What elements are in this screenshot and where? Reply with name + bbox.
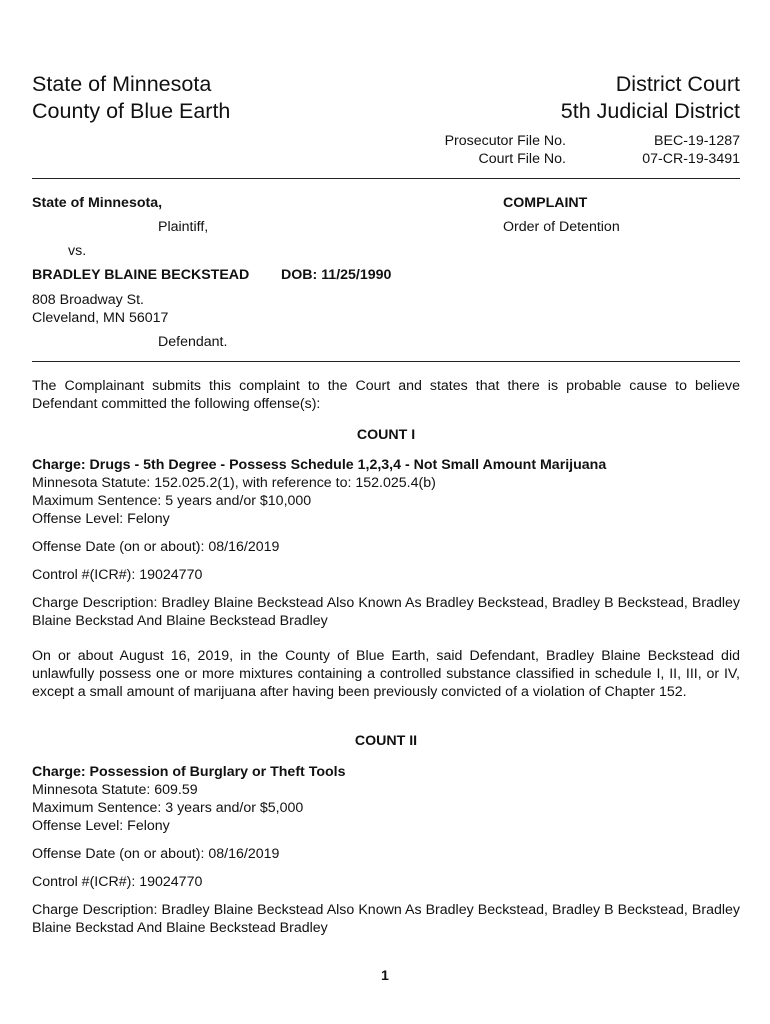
count-2-level: Offense Level: Felony <box>32 818 170 834</box>
count-1-title: COUNT I <box>356 427 416 443</box>
page-number: 1 <box>381 968 389 984</box>
count-1-statute: Minnesota Statute: 152.025.2(1), with reference to: 152.025.4(b) <box>32 475 436 491</box>
document-subtype: Order of Detention <box>503 219 620 235</box>
header-court: District Court <box>615 72 740 96</box>
header-county: County of Blue Earth <box>32 99 231 123</box>
count-1-level: Offense Level: Felony <box>32 511 170 527</box>
plaintiff-name: State of Minnesota, <box>32 195 163 211</box>
defendant-address-line2: Cleveland, MN 56017 <box>32 310 169 326</box>
count-1-narrative: On or about August 16, 2019, in the County of Blue Earth, said Defendant, Bradley Blaine Beckstead did unlawfully possess one or more mixtures containing a controlled substance classified in schedule I, II, III, or IV, except a small amount of marijuana after having been previously convicted of a violation of Chapter 152. <box>32 648 740 700</box>
plaintiff-role: Plaintiff, <box>158 219 209 235</box>
count-2-sentence: Maximum Sentence: 3 years and/or $5,000 <box>32 800 304 816</box>
caption-divider <box>32 361 740 362</box>
prosecutor-file-label: Prosecutor File No. <box>444 133 566 149</box>
versus-label: vs. <box>68 243 87 259</box>
intro-paragraph: The Complainant submits this complaint to the Court and states that there is probable cause to believe Defendant committed the following offense(s): <box>32 378 740 412</box>
count-1-description: Charge Description: Bradley Blaine Beckstead Also Known As Bradley Beckstead, Bradley B Beckstead, Bradley Blaine Beckstad And Blaine Beckstead Bradley <box>32 595 740 629</box>
count-2-title: COUNT II <box>354 733 418 749</box>
count-1-offense-date: Offense Date (on or about): 08/16/2019 <box>32 539 280 555</box>
count-2-statute: Minnesota Statute: 609.59 <box>32 782 198 798</box>
count-1-charge: Charge: Drugs - 5th Degree - Possess Schedule 1,2,3,4 - Not Small Amount Marijuana <box>32 457 607 473</box>
count-1-control-number: Control #(ICR#): 19024770 <box>32 567 203 583</box>
prosecutor-file-value: BEC-19-1287 <box>654 133 740 149</box>
defendant-address-line1: 808 Broadway St. <box>32 292 144 308</box>
header-state: State of Minnesota <box>32 72 212 96</box>
count-2-charge: Charge: Possession of Burglary or Theft Tools <box>32 764 346 780</box>
defendant-role: Defendant. <box>158 334 228 350</box>
defendant-dob: DOB: 11/25/1990 <box>281 267 392 283</box>
defendant-name: BRADLEY BLAINE BECKSTEAD <box>32 267 250 283</box>
count-2-control-number: Control #(ICR#): 19024770 <box>32 874 203 890</box>
court-file-label: Court File No. <box>478 151 566 167</box>
document-type: COMPLAINT <box>503 195 588 211</box>
count-1-sentence: Maximum Sentence: 5 years and/or $10,000 <box>32 493 312 509</box>
count-2-description: Charge Description: Bradley Blaine Beckstead Also Known As Bradley Beckstead, Bradley B Beckstead, Bradley Blaine Beckstad And Blaine Beckstead Bradley <box>32 902 740 936</box>
header-district: 5th Judicial District <box>560 99 740 123</box>
count-2-offense-date: Offense Date (on or about): 08/16/2019 <box>32 846 280 862</box>
header-divider <box>32 178 740 179</box>
court-file-value: 07-CR-19-3491 <box>642 151 740 167</box>
